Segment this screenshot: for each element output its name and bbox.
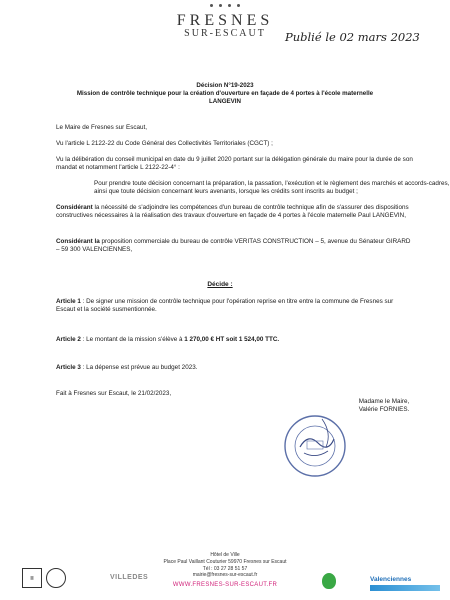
mayor-line: Le Maire de Fresnes sur Escaut,	[56, 124, 147, 131]
article-2	[56, 336, 414, 344]
villedes-logo: VILLEDES	[110, 574, 149, 581]
article-1-label: Article 1	[56, 298, 81, 305]
delegation-detail-paragraph: Pour prendre toute décision concernant la préparation, la passation, l'exécution et le règlement des marchés et accords-cadres, ainsi que toute décision concernant leurs avenants, lorsque les crédits sont inscrits au budget ;	[94, 180, 450, 195]
considerant-label-1: Considérant	[56, 204, 93, 211]
unesco-logo	[22, 568, 42, 588]
decision-subject-line2: LANGEVIN	[209, 98, 241, 105]
brand-subname: SUR-ESCAUT	[184, 28, 266, 39]
considerant-text-2: proposition commerciale du bureau de contrôle VERITAS CONSTRUCTION – 5, avenue du Sénateur GIRARD – 59 300 VALENCIENNES,	[56, 238, 411, 253]
footer-line-2: Place Paul Vaillant Couturier 59970 Fresnes sur Escaut	[163, 558, 287, 565]
town-logo	[160, 12, 290, 39]
footer-line-3: Tél : 03 27 28 51 57	[202, 565, 248, 572]
valenciennes-logo	[370, 576, 440, 598]
article-3	[56, 364, 414, 372]
article-2-amount: 1 270,00 € HT soit 1 524,00 TTC.	[184, 336, 280, 343]
footer-website-link[interactable]: WWW.FRESNES-SUR-ESCAUT.FR	[172, 582, 278, 588]
signature-block	[334, 398, 434, 414]
footer-line-1: Hôtel de Ville	[210, 552, 240, 558]
valenciennes-logo-text: Valenciennes	[370, 576, 412, 583]
article-3-label: Article 3	[56, 364, 81, 371]
vu-code-paragraph: Vu l'article L 2122-22 du Code Général des Collectivités Territoriales (CGCT) ;	[56, 140, 273, 147]
article-2-label: Article 2	[56, 336, 81, 343]
decision-title	[40, 82, 410, 106]
considerant-text-1: la nécessité de s'adjoindre les compétences d'un bureau de contrôle technique afin de s'assurer des dispositions constructives nécessaires à la réalisation des travaux d'ouverture en façade de 4 portes à l'école maternelle Paul LANGEVIN,	[56, 204, 409, 219]
footer-line-4: mairie@fresnes-sur-escaut.fr	[192, 572, 258, 579]
article-3-text: : La dépense est prévue au budget 2023.	[80, 364, 198, 371]
closing-line: Fait à Fresnes sur Escaut, le 21/02/2023,	[56, 390, 172, 397]
footer-address	[150, 552, 300, 579]
article-2-text: : Le montant de la mission s'élève à	[80, 336, 185, 343]
official-stamp	[282, 413, 348, 479]
decide-heading: Décide :	[207, 281, 233, 288]
decision-subject-line1: Mission de contrôle technique pour la création d'ouverture en façade de 4 portes à l'école maternelle	[76, 90, 374, 97]
signature-name: Valérie FORNIES.	[358, 406, 410, 413]
valenciennes-logo-bar	[370, 585, 440, 591]
signature-title: Madame le Maire,	[358, 398, 410, 405]
temple-icon: ▥	[30, 575, 34, 580]
vu-deliberation-paragraph: Vu la délibération du conseil municipal en date du 9 juillet 2020 portant sur la délégation générale du maire pour la durée de son mandat et notamment l'article L 2122-22-4° :	[56, 156, 413, 171]
considerant-paragraph-2	[56, 238, 414, 253]
decision-number: Décision N°19-2023	[196, 82, 254, 89]
considerant-paragraph-1	[56, 204, 414, 219]
green-leaf-logo	[322, 573, 336, 589]
considerant-label-2: Considérant la	[56, 238, 100, 245]
brand-dots	[210, 4, 240, 10]
brand-name: FRESNES	[176, 12, 274, 29]
article-1-text: : De signer une mission de contrôle technique pour l'opération reprise en titre entre la commune de Fresnes sur Escaut et la société susmentionnée.	[56, 298, 394, 313]
heritage-emblem-icon	[46, 568, 66, 588]
publication-note: Publié le 02 mars 2023	[285, 30, 420, 44]
article-1	[56, 298, 414, 313]
